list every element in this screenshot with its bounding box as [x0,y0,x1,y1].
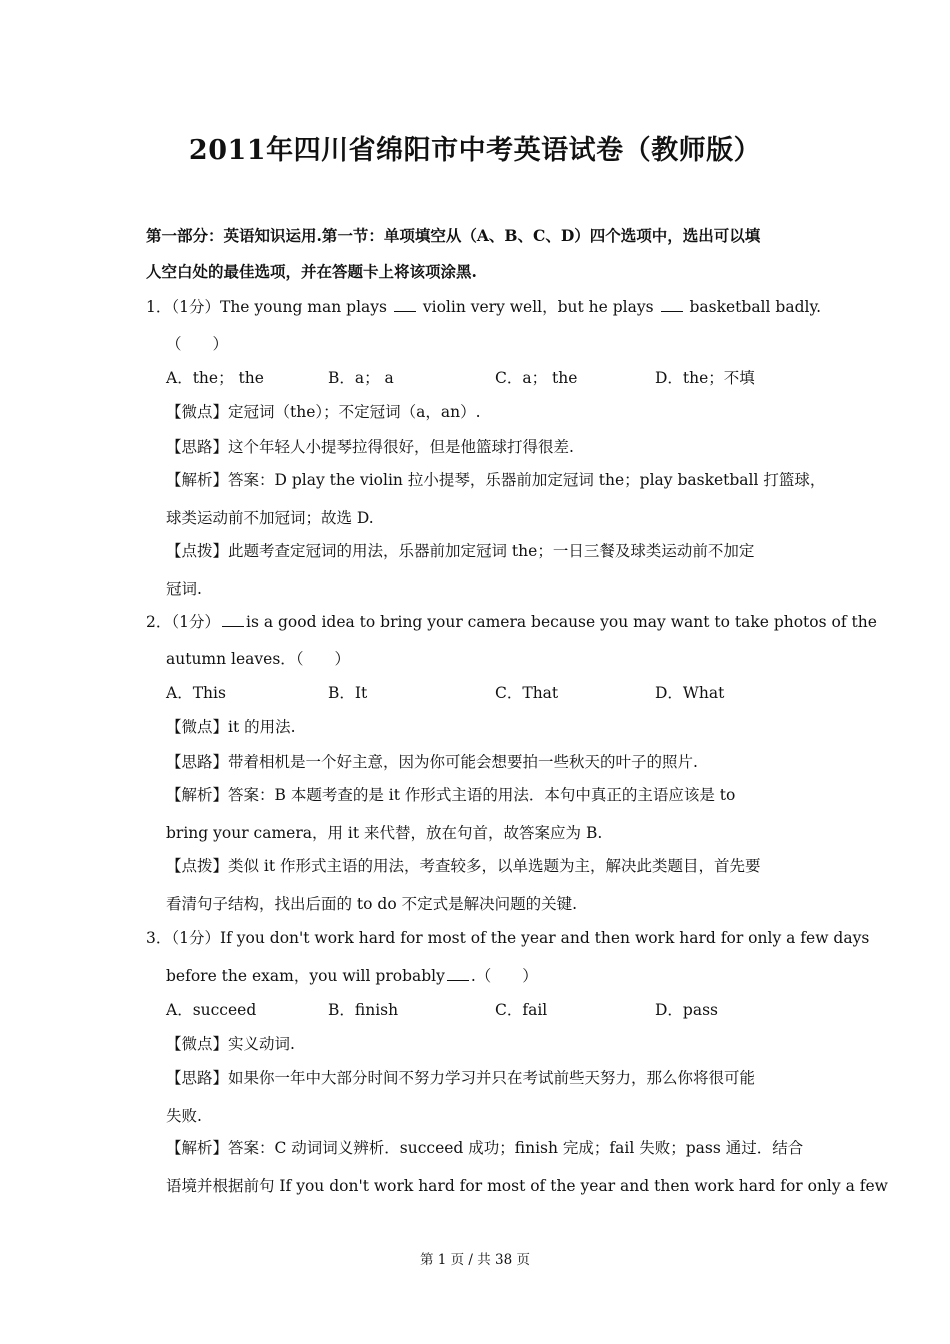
section-line-1: 第一部分：英语知识运用.第一节：单项填空从（A、B、C、D）四个选项中，选出可以填 [146,226,761,245]
question-1-tip-line-2: 冠词. [166,580,202,598]
answer-blank [222,612,244,627]
option-b: B．It [328,684,368,702]
question-number: 3． [146,929,172,947]
question-3-idea-line-1: 【思路】如果你一年中大部分时间不努力学习并只在考试前些天努力，那么你将很可能 [166,1069,756,1087]
section-instructions [146,218,826,290]
page-footer: 第 1 页 / 共 38 页 [419,1252,531,1268]
option-d: D．the；不填 [655,369,755,387]
question-3-stem: 3．（1分）If you don't work hard for most of the year and then work hard for only a few days [146,929,870,947]
question-number: 1． [146,298,172,316]
question-1-idea: 【思路】这个年轻人小提琴拉得很好，但是他篮球打得很差. [166,438,574,456]
question-2-idea: 【思路】带着相机是一个好主意，因为你可能会想要拍一些秋天的叶子的照片. [166,753,698,771]
question-1-analysis-line-2: 球类运动前不加冠词；故选 D. [166,509,374,527]
answer-blank [661,297,683,312]
question-2-tip-line-2: 看清句子结构，找出后面的 to do 不定式是解决问题的关键. [166,895,578,913]
question-3-analysis-line-1: 【解析】答案：C 动词词义辨析．succeed 成功；finish 完成；fail 失败；pass 通过．结合 [166,1139,804,1157]
option-a: A．This [166,684,226,702]
question-1-tip-line-1: 【点拨】此题考查定冠词的用法，乐器前加定冠词 the；一日三餐及球类运动前不加定 [166,542,755,560]
question-2-point: 【微点】it 的用法. [166,718,296,736]
option-c: C．a； the [495,369,578,387]
option-a: A．the； the [166,369,264,387]
question-1-analysis-line-1: 【解析】答案：D play the violin 拉小提琴，乐器前加定冠词 the；play basketball 打篮球， [166,471,826,489]
option-c: C．That [495,684,559,702]
option-b: B．finish [328,1001,399,1019]
page-title: 2011年四川省绵阳市中考英语试卷（教师版） [188,135,762,166]
question-2-tip-line-1: 【点拨】类似 it 作形式主语的用法，考查较多，以单选题为主，解决此类题目，首先要 [166,857,761,875]
question-number: 2． [146,613,172,631]
question-1-stem: 1．（1分）The young man plays violin very well，but he plays basketball badly. [146,298,822,316]
question-3-analysis-line-2: 语境并根据前句 If you don't work hard for most of the year and then work hard for only a few [166,1177,888,1195]
option-c: C．fail [495,1001,548,1019]
question-3-idea-line-2: 失败. [166,1107,202,1125]
section-line-2: 人空白处的最佳选项，并在答题卡上将该项涂黑. [146,262,477,281]
answer-blank [394,297,416,312]
option-d: D．What [655,684,725,702]
option-b: B．a； a [328,369,394,387]
question-2-analysis-line-2: bring your camera，用 it 来代替，放在句首，故答案应为 B. [166,824,603,842]
question-2-stem: 2．（1分） is a good idea to bring your camera because you may want to take photos of the [146,613,877,631]
answer-blank [447,966,469,981]
question-3-stem-line-2: before the exam，you will probably .（ ） [166,967,538,985]
question-2-stem-line-2: autumn leaves．（ ） [166,650,351,668]
question-1-paren: （ ） [166,335,229,353]
option-d: D．pass [655,1001,718,1019]
question-3-point: 【微点】实义动词. [166,1035,295,1053]
question-2-analysis-line-1: 【解析】答案：B 本题考查的是 it 作形式主语的用法．本句中真正的主语应该是 to [166,786,736,804]
question-1-point: 【微点】定冠词（the）；不定冠词（a，an）. [166,403,481,421]
option-a: A．succeed [166,1001,257,1019]
